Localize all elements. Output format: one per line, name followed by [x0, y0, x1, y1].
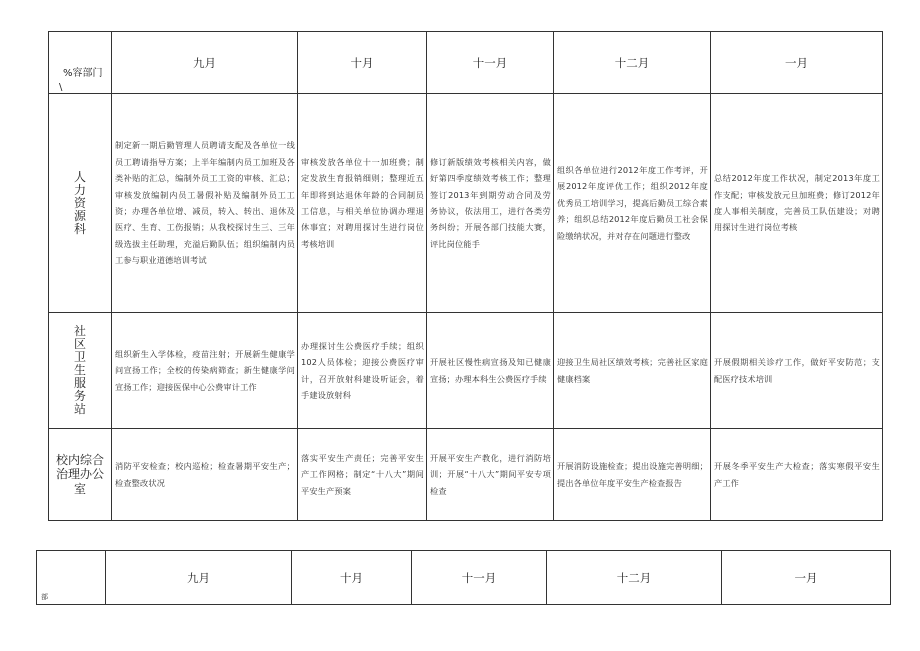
row-label-text: 人力资源科 — [73, 169, 86, 236]
row-label-clinic — [49, 313, 112, 429]
table-cell: 制定新一期后勤管理人员聘请支配及各单位一线员工聘请指导方案；上半年编制内员工加班及各类补贴的汇总，编制外员工工资的审核、汇总；审核发放编制内员工暑假补贴及编制外员工工资；办理各单位增、减员，转入、转出、退休及医疗、生育、工伤报销；从我校探讨生三、三年级选拔主任助理，充溢后勤队伍；组织编制内员工参与职业道德培训考试 — [112, 94, 298, 313]
month-header-dec: 十二月 — [554, 32, 711, 94]
corner-header-cell — [49, 32, 112, 94]
header-row — [49, 32, 883, 94]
row-label-text: 社区卫生服务站 — [73, 324, 86, 416]
table-cell: 审核发放各单位十一加班费；制定发放生育报销细则；整理近五年即将到达退休年龄的合同制员工信息，与相关单位协调办理退休事宜；对聘用探讨生进行岗位考核培训 — [298, 94, 427, 313]
row-label-safety — [49, 429, 112, 521]
work-plan-table — [48, 31, 883, 521]
table-cell: 开展社区慢性病宣扬及知已健康宣扬；办理本科生公费医疗手续 — [427, 313, 554, 429]
corner-diagonal-mark: \ — [59, 82, 63, 93]
corner-header-label: 部 — [41, 593, 48, 601]
table-row — [49, 94, 883, 313]
month-header-oct: 十月 — [298, 32, 427, 94]
second-plan-table — [36, 550, 891, 605]
month-header-dec: 十二月 — [547, 551, 722, 605]
table-cell: 组织新生入学体检，疫苗注射；开展新生健康学问宣扬工作；全校的传染病筛查；新生健康学问宣扬工作；迎接医保中心公费审计工作 — [112, 313, 298, 429]
table-cell: 落实平安生产责任；完善平安生产工作网格；制定“十八大”期间平安生产预案 — [298, 429, 427, 521]
table-row — [49, 313, 883, 429]
table-cell: 修订新版绩效考核相关内容，做好第四季度绩效考核工作；整理签订2013年到期劳动合同及劳务协议，依法用工，进行各类劳务纠纷；开展各部门技能大赛，评比岗位能手 — [427, 94, 554, 313]
month-header-jan: 一月 — [722, 551, 891, 605]
header-row — [37, 551, 891, 605]
table-cell: 办理探讨生公费医疗手续；组织102人员体检；迎接公费医疗审计，召开放射科建设听证会，着手建设放射科 — [298, 313, 427, 429]
month-header-nov: 十一月 — [427, 32, 554, 94]
row-label-hr — [49, 94, 112, 313]
table-cell: 开展假期相关诊疗工作，做好平安防范；支配医疗技术培训 — [711, 313, 883, 429]
table-cell: 迎接卫生局社区绩效考核；完善社区家庭健康档案 — [554, 313, 711, 429]
table-cell: 开展平安生产教化，进行消防培训；开展“十八大”期间平安专项检查 — [427, 429, 554, 521]
month-header-jan: 一月 — [711, 32, 883, 94]
table-cell: 组织各单位进行2012年度工作考评，开展2012年度评优工作；组织2012年度优秀员工培训学习，提高后勤员工综合素养；组织总结2012年度后勤员工社会保险缴纳状况，并对存在问题进行整改 — [554, 94, 711, 313]
month-header-oct: 十月 — [292, 551, 412, 605]
table-cell: 消防平安检查；校内巡检；检查暑期平安生产；检查整改状况 — [112, 429, 298, 521]
table-row — [49, 429, 883, 521]
table-cell: 开展冬季平安生产大检查；落实寒假平安生产工作 — [711, 429, 883, 521]
row-label-text: 校内综合治理办公室 — [55, 452, 104, 496]
month-header-sep: 九月 — [112, 32, 298, 94]
table-cell: 开展消防设施检查；提出设施完善明细；提出各单位年度平安生产检查报告 — [554, 429, 711, 521]
corner-header-label: %容部门 — [63, 68, 103, 79]
month-header-nov: 十一月 — [412, 551, 547, 605]
corner-header-cell — [37, 551, 106, 605]
table-cell: 总结2012年度工作状况，制定2013年度工作支配；审核发放元旦加班费；修订2012年度人事相关制度，完善员工队伍建设；对聘用探讨生进行岗位考核 — [711, 94, 883, 313]
month-header-sep: 九月 — [106, 551, 292, 605]
